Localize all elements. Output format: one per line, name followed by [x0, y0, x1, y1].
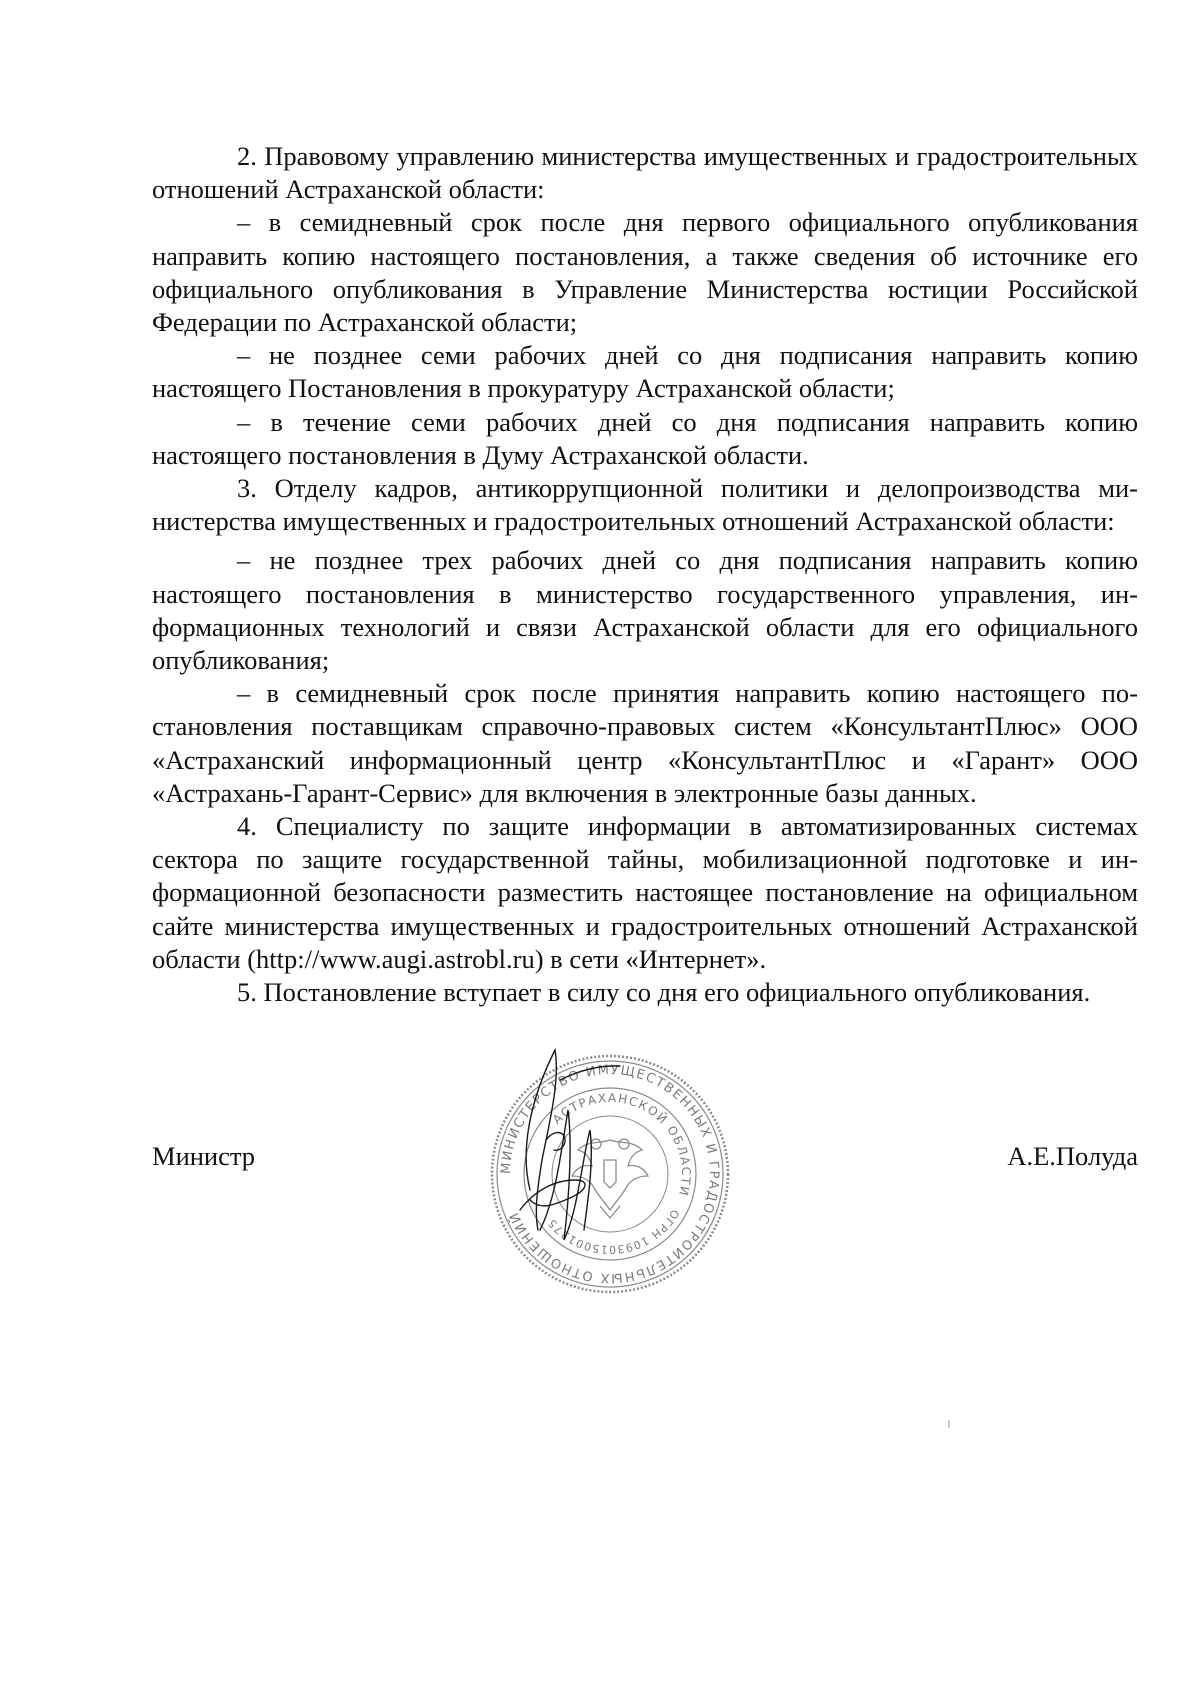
- paragraph-2-item-3: – в течение семи рабочих дней со дня подписания направить копию настоящего постановления в Думу Астраханской области.: [152, 406, 1138, 470]
- scan-artifact: [948, 1420, 950, 1428]
- signer-name: А.Е.Полуда: [1007, 1141, 1138, 1171]
- paragraph-2-item-1: – в семидневный срок после дня первого официального опубликования направить копию настоящего постановления, а также сведения об источнике его официального опубликования в Управление Министерства юстиции Российской Федерации по Астраханской области;: [152, 207, 1138, 338]
- signer-position: Министр: [152, 1141, 256, 1171]
- document-body: [152, 140, 1138, 1009]
- paragraph-5: 5. Постановление вступает в силу со дня его официального опубликования.: [237, 977, 1091, 1008]
- paragraph-4: 4. Специалисту по защите информации в автоматизированных системах сектора по защите государственной тайны, мобилизационной подготовке и информационной безопасности разместить настоящее постановление на официальном сайте министерства имущественных и градостроительных отношений Астраханской области (http://www.augi.astrobl.ru) в сети «Интернет».: [152, 811, 1138, 974]
- signature-block: [152, 1140, 1138, 1180]
- paragraph-3: 3. Отделу кадров, антикоррупционной политики и делопроизводства министерства имущественных и градостроительных отношений Астраханской области:: [152, 473, 1138, 537]
- seal-inner-text: АСТРАХАНСКОЙ ОБЛАСТИ: [549, 1090, 694, 1199]
- paragraph-2: 2. Правовому управлению министерства имущественных и градостроительных отношений Астраханской области:: [152, 141, 1138, 205]
- seal-outer-text: МИНИСТЕРСТВО ИМУЩЕСТВЕННЫХ И ГРАДОСТРОИТЕЛЬНЫХ ОТНОШЕНИЙ: [498, 1062, 722, 1286]
- seal-ogrn-text: ОГРН 1093015001375: [545, 1207, 682, 1257]
- paragraph-3-item-2: – в семидневный срок после принятия направить копию настоящего постановления поставщикам справочно-правовых систем «КонсультантПлюс» ООО «Астраханский информационный центр «КонсультантПлюс и «Гарант» ООО «Астрахань-Гарант-Сервис» для включения в электронные базы данных.: [152, 678, 1138, 808]
- paragraph-2-item-2: – не позднее семи рабочих дней со дня подписания направить копию настоящего Постановления в прокуратуру Астраханской области;: [152, 340, 1138, 404]
- paragraph-3-item-1: – не позднее трех рабочих дней со дня подписания направить копию настоящего постановления в министерство государственного управления, информационных технологий и связи Астраханской области для его официального опубликования;: [152, 545, 1138, 676]
